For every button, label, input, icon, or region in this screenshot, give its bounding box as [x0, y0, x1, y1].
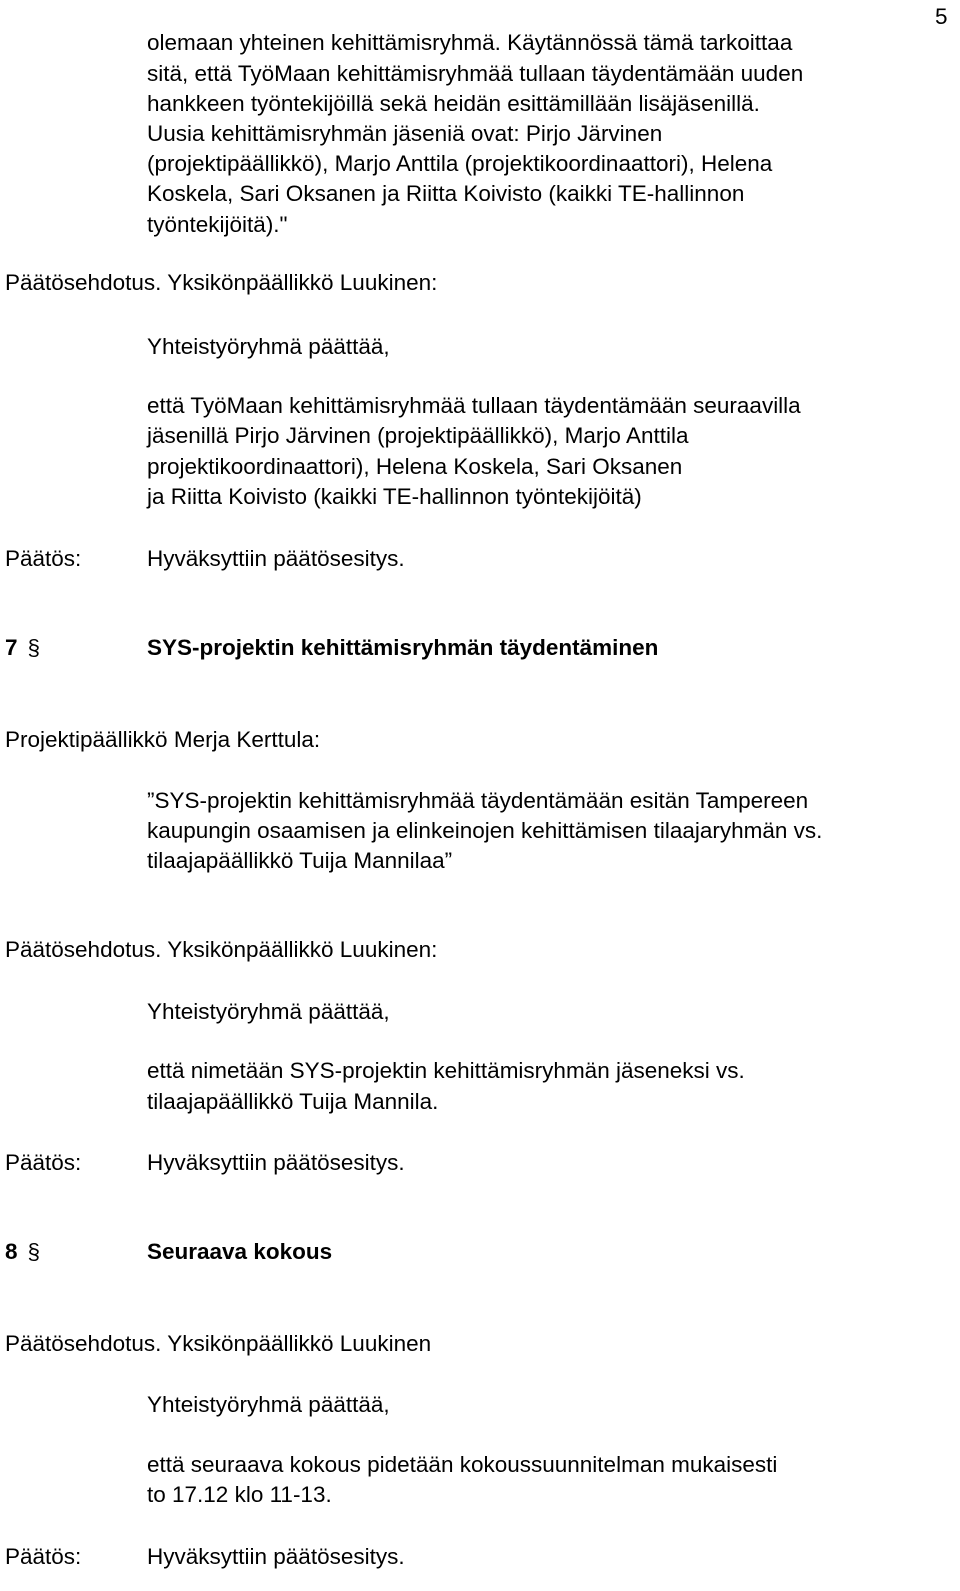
intro-line: hankkeen työntekijöillä sekä heidän esittämillään lisäjäsenillä. — [147, 91, 760, 116]
section-title: Seuraava kokous — [147, 1239, 333, 1264]
decision-value: Hyväksyttiin päätösesitys. — [147, 1544, 405, 1569]
decision-text-line: jäsenillä Pirjo Järvinen (projektipäällikkö), Marjo Anttila — [147, 423, 689, 448]
quote-line: kaupungin osaamisen ja elinkeinojen kehittämisen tilaajaryhmän vs. — [147, 818, 823, 843]
decision-text-line: ja Riitta Koivisto (kaikki TE-hallinnon työntekijöitä) — [147, 484, 642, 509]
decision-value: Hyväksyttiin päätösesitys. — [147, 546, 405, 571]
proposal-label: Päätösehdotus. Yksikönpäällikkö Luukinen: — [5, 270, 438, 295]
section-number-value: 7 — [5, 635, 18, 660]
group-decides: Yhteistyöryhmä päättää, — [147, 334, 390, 359]
group-decides: Yhteistyöryhmä päättää, — [147, 1392, 390, 1417]
section-mark: § — [27, 635, 41, 660]
quote-line: ”SYS-projektin kehittämisryhmää täydentämään esitän Tampereen — [147, 788, 809, 813]
intro-line: (projektipäällikkö), Marjo Anttila (projektikoordinaattori), Helena — [147, 151, 773, 176]
intro-line: Uusia kehittämisryhmän jäseniä ovat: Pirjo Järvinen — [147, 121, 663, 146]
decision-text-line: tilaajapäällikkö Tuija Mannila. — [147, 1089, 439, 1114]
decision-text-line: projektikoordinaattori), Helena Koskela, Sari Oksanen — [147, 454, 683, 479]
decision-text-line: to 17.12 klo 11-13. — [147, 1482, 332, 1507]
section-mark: § — [27, 1239, 41, 1264]
decision-value: Hyväksyttiin päätösesitys. — [147, 1150, 405, 1175]
section-title: SYS-projektin kehittämisryhmän täydentäminen — [147, 635, 659, 660]
intro-line: sitä, että TyöMaan kehittämisryhmää tullaan täydentämään uuden — [147, 61, 804, 86]
intro-line: olemaan yhteinen kehittämisryhmä. Käytännössä tämä tarkoittaa — [147, 30, 793, 55]
group-decides: Yhteistyöryhmä päättää, — [147, 999, 390, 1024]
presenter: Projektipäällikkö Merja Kerttula: — [5, 727, 321, 752]
section-number — [5, 1237, 40, 1267]
quote-line: tilaajapäällikkö Tuija Mannilaa” — [147, 848, 453, 873]
proposal-label: Päätösehdotus. Yksikönpäällikkö Luukinen — [5, 1331, 432, 1356]
decision-text-line: että nimetään SYS-projektin kehittämisryhmän jäseneksi vs. — [147, 1058, 745, 1083]
decision-label: Päätös: — [5, 1150, 82, 1175]
decision-label: Päätös: — [5, 546, 82, 571]
proposal-label: Päätösehdotus. Yksikönpäällikkö Luukinen: — [5, 937, 438, 962]
decision-text-line: että TyöMaan kehittämisryhmää tullaan täydentämään seuraavilla — [147, 393, 801, 418]
decision-label: Päätös: — [5, 1544, 82, 1569]
section-number — [5, 633, 40, 663]
intro-line: Koskela, Sari Oksanen ja Riitta Koivisto (kaikki TE-hallinnon — [147, 181, 745, 206]
intro-line: työntekijöitä)." — [147, 212, 288, 237]
page-number: 5 — [935, 4, 948, 29]
section-number-value: 8 — [5, 1239, 18, 1264]
decision-text-line: että seuraava kokous pidetään kokoussuunnitelman mukaisesti — [147, 1452, 778, 1477]
